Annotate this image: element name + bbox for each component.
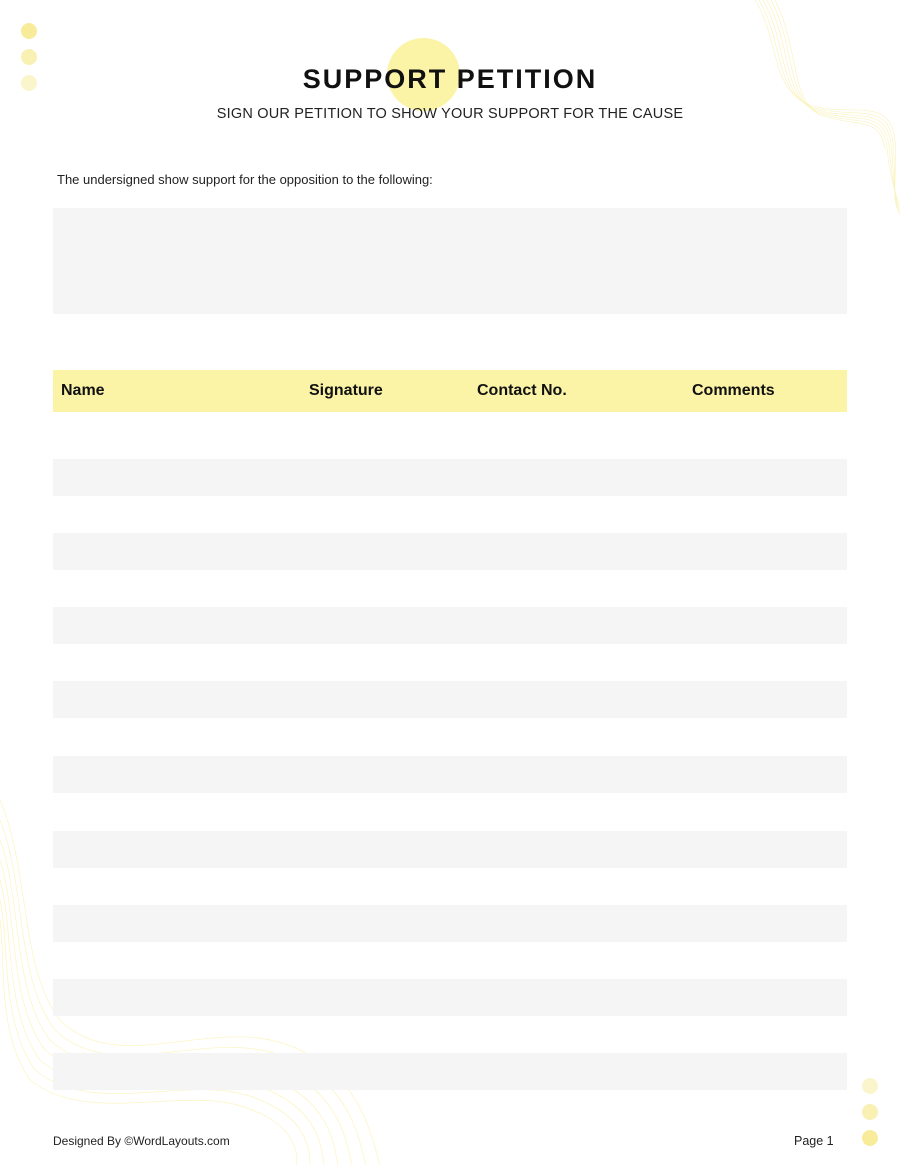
signature-table — [53, 370, 847, 1090]
decorative-dot-bottom-2 — [862, 1104, 878, 1120]
table-row[interactable] — [53, 412, 847, 459]
table-row[interactable] — [53, 607, 847, 644]
column-header-comments: Comments — [692, 382, 775, 399]
decorative-dot-top-1 — [21, 23, 37, 39]
table-row[interactable] — [53, 905, 847, 942]
page-subtitle: SIGN OUR PETITION TO SHOW YOUR SUPPORT FOR THE CAUSE — [216, 106, 684, 122]
column-header-contact: Contact No. — [477, 382, 567, 399]
table-row[interactable] — [53, 533, 847, 570]
table-row[interactable] — [53, 644, 847, 681]
table-row[interactable] — [53, 868, 847, 905]
table-row[interactable] — [53, 831, 847, 868]
table-row[interactable] — [53, 793, 847, 830]
table-row[interactable] — [53, 718, 847, 755]
table-row[interactable] — [53, 979, 847, 1016]
petition-description-field[interactable] — [53, 208, 847, 314]
column-header-name: Name — [61, 382, 105, 399]
table-row[interactable] — [53, 459, 847, 496]
table-header — [53, 370, 847, 412]
decorative-dot-top-2 — [21, 49, 37, 65]
intro-statement: The undersigned show support for the opposition to the following: — [57, 172, 433, 187]
decorative-dot-bottom-1 — [862, 1078, 878, 1094]
table-row[interactable] — [53, 756, 847, 793]
table-row[interactable] — [53, 1016, 847, 1053]
table-row[interactable] — [53, 570, 847, 607]
page-title: SUPPORT PETITION — [302, 64, 598, 94]
table-row[interactable] — [53, 496, 847, 533]
footer-credit: Designed By ©WordLayouts.com — [53, 1134, 230, 1148]
column-header-signature: Signature — [309, 382, 383, 399]
table-row[interactable] — [53, 942, 847, 979]
table-row[interactable] — [53, 1053, 847, 1090]
decorative-dot-bottom-3 — [862, 1130, 878, 1146]
page-number: Page 1 — [794, 1134, 834, 1148]
table-row[interactable] — [53, 681, 847, 718]
